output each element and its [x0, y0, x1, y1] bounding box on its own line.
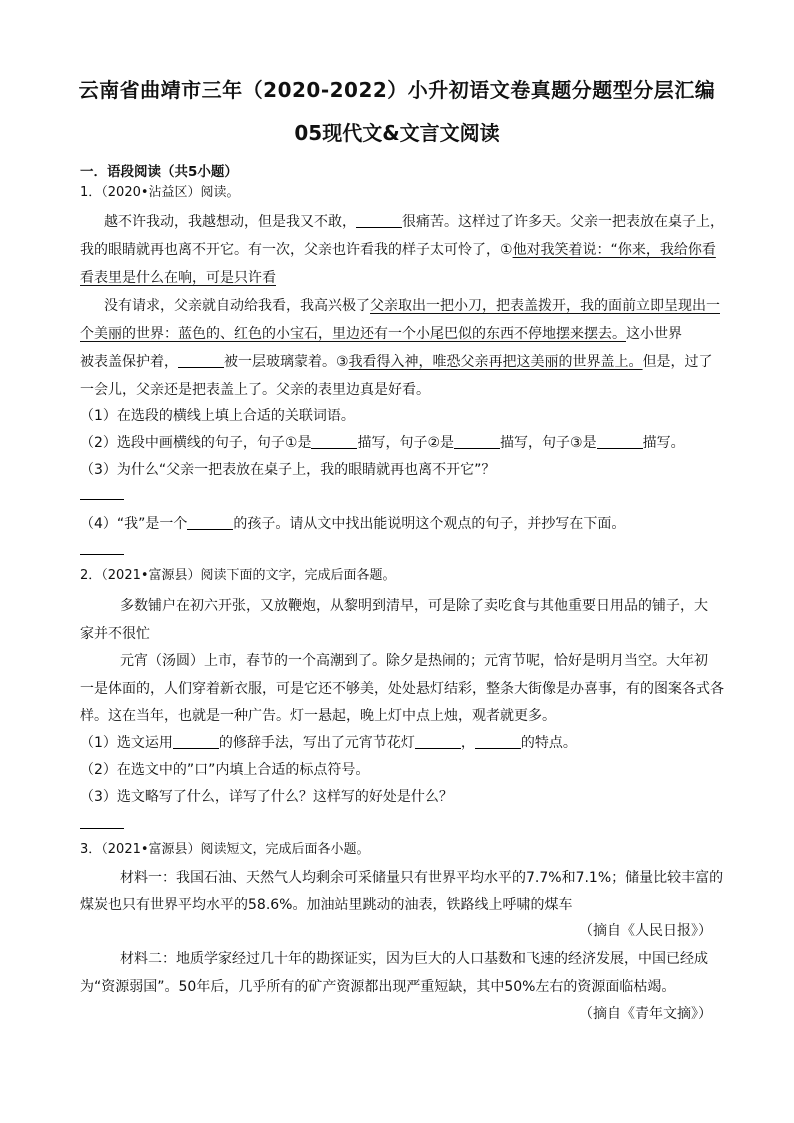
fill-blank[interactable]: [475, 734, 521, 749]
q3-material-line: 材料二：地质学家经过几十年的勘探证实，因为巨大的人口基数和飞速的经济发展，中国已经成: [120, 951, 708, 967]
question-2-heading: 2．（2021•富源县）阅读下面的文字，完成后面各题。: [80, 568, 396, 583]
q1-passage-line: 越不许我动，我越想动，但是我又不敢， 很痛苦。这样过了许多天。父亲一把表放在桌子上，: [104, 214, 724, 230]
q3-material-line: 材料一：我国石油、天然气人均剩余可采储量只有世界平均水平的7.7%和7.1%；储量比较丰富的: [120, 870, 724, 886]
underlined-sentence-1: 他对我笑着说：“你来，我给你看: [512, 242, 716, 258]
q2-passage-line: 样。这在当年，也就是一种广告。灯一悬起，晚上灯中点上烛，观者就更多。: [80, 708, 556, 724]
q2-subquestion-3: （3）选文略写了什么，详写了什么？这样写的好处是什么？: [80, 789, 453, 805]
q1-passage-line: 被表盖保护着， 被一层玻璃蒙着。③我看得入神，唯恐父亲再把这美丽的世界盖上。但是，过了: [80, 354, 713, 370]
q1-passage-line: 一会儿，父亲还是把表盖上了。父亲的表里边真是好看。: [80, 382, 430, 398]
fill-blank[interactable]: [415, 734, 461, 749]
q1-subquestion-4: （4）“我”是一个 的孩子。请从文中找出能说明这个观点的句子，并抄写在下面。: [80, 516, 626, 532]
q2-passage-line: 一是体面的，人们穿着新衣服，可是它还不够美，处处悬灯结彩，整条大街像是办喜事，有的图案各式各: [80, 681, 724, 697]
fill-blank[interactable]: [173, 734, 219, 749]
q2-passage-line: 多数铺户在初六开张，又放鞭炮，从黎明到清早，可是除了卖吃食与其他重要日用品的铺子，大: [120, 598, 708, 614]
source-citation: （摘自《青年文摘》）: [579, 1006, 712, 1022]
q1-passage-line: 个美丽的世界：蓝色的、红色的小宝石，里边还有一个小尾巴似的东西不停地摆来摆去。这小世界: [80, 326, 682, 342]
q1-subquestion-1: （1）在选段的横线上填上合适的关联词语。: [80, 408, 355, 424]
fill-blank[interactable]: [454, 434, 500, 449]
underlined-sentence-3: 我看得入神，唯恐父亲再把这美丽的世界盖上。: [348, 354, 643, 370]
question-3-heading: 3．（2021•富源县）阅读短文，完成后面各小题。: [80, 842, 370, 857]
section-heading: 一．语段阅读（共5小题）: [80, 164, 238, 180]
q3-material-line: 为“资源弱国”。50年后，几乎所有的矿产资源都出现严重短缺，其中50%左右的资源面临枯竭。: [80, 979, 676, 995]
answer-line[interactable]: [80, 499, 124, 500]
document-title: 云南省曲靖市三年（2020-2022）小升初语文卷真题分题型分层汇编: [78, 78, 716, 102]
q2-subquestion-2: （2）在选文中的”口”内填上合适的标点符号。: [80, 762, 370, 778]
q1-passage-line: 我的眼睛就再也离不开它。有一次，父亲也许看我的样子太可怜了，①他对我笑着说：“你来，我给你看: [80, 242, 716, 258]
q2-subquestion-1: （1）选文运用 的修辞手法，写出了元宵节花灯 ， 的特点。: [80, 735, 577, 751]
q3-material-line: 煤炭也只有世界平均水平的58.6%。加油站里跳动的油表，铁路线上呼啸的煤车: [80, 897, 573, 913]
fill-blank[interactable]: [178, 353, 224, 368]
q2-passage-line: 元宵（汤圆）上市，春节的一个高潮到了。除夕是热闹的；元宵节呢，恰好是明月当空。大年初: [120, 653, 708, 669]
source-citation: （摘自《人民日报》）: [579, 923, 712, 939]
fill-blank[interactable]: [311, 434, 357, 449]
underlined-sentence-2-cont: 个美丽的世界：蓝色的、红色的小宝石，里边还有一个小尾巴似的东西不停地摆来摆去。: [80, 326, 626, 342]
fill-blank[interactable]: [356, 213, 402, 228]
underlined-sentence-1-cont: 看表里是什么在响，可是只许看: [80, 270, 276, 286]
fill-blank[interactable]: [597, 434, 643, 449]
q1-subquestion-3: （3）为什么“父亲一把表放在桌子上，我的眼睛就再也离不开它”？: [80, 462, 496, 478]
q1-passage-line: [80, 268, 276, 288]
q1-subquestion-2: （2）选段中画横线的句子，句子①是 描写，句子②是 描写，句子③是 描写。: [80, 435, 685, 451]
answer-line[interactable]: [80, 554, 124, 555]
underlined-sentence-2: 父亲取出一把小刀，把表盖拨开，我的面前立即呈现出一: [370, 298, 720, 314]
document-subtitle: 05现代文&文言文阅读: [294, 121, 500, 145]
fill-blank[interactable]: [187, 515, 233, 530]
q1-passage-line: 没有请求，父亲就自动给我看，我高兴极了父亲取出一把小刀，把表盖拨开，我的面前立即呈现出一: [104, 298, 720, 314]
answer-line[interactable]: [80, 828, 124, 829]
question-1-heading: 1．（2020•沾益区）阅读。: [80, 185, 240, 200]
q2-passage-line: 家并不很忙: [80, 626, 150, 642]
